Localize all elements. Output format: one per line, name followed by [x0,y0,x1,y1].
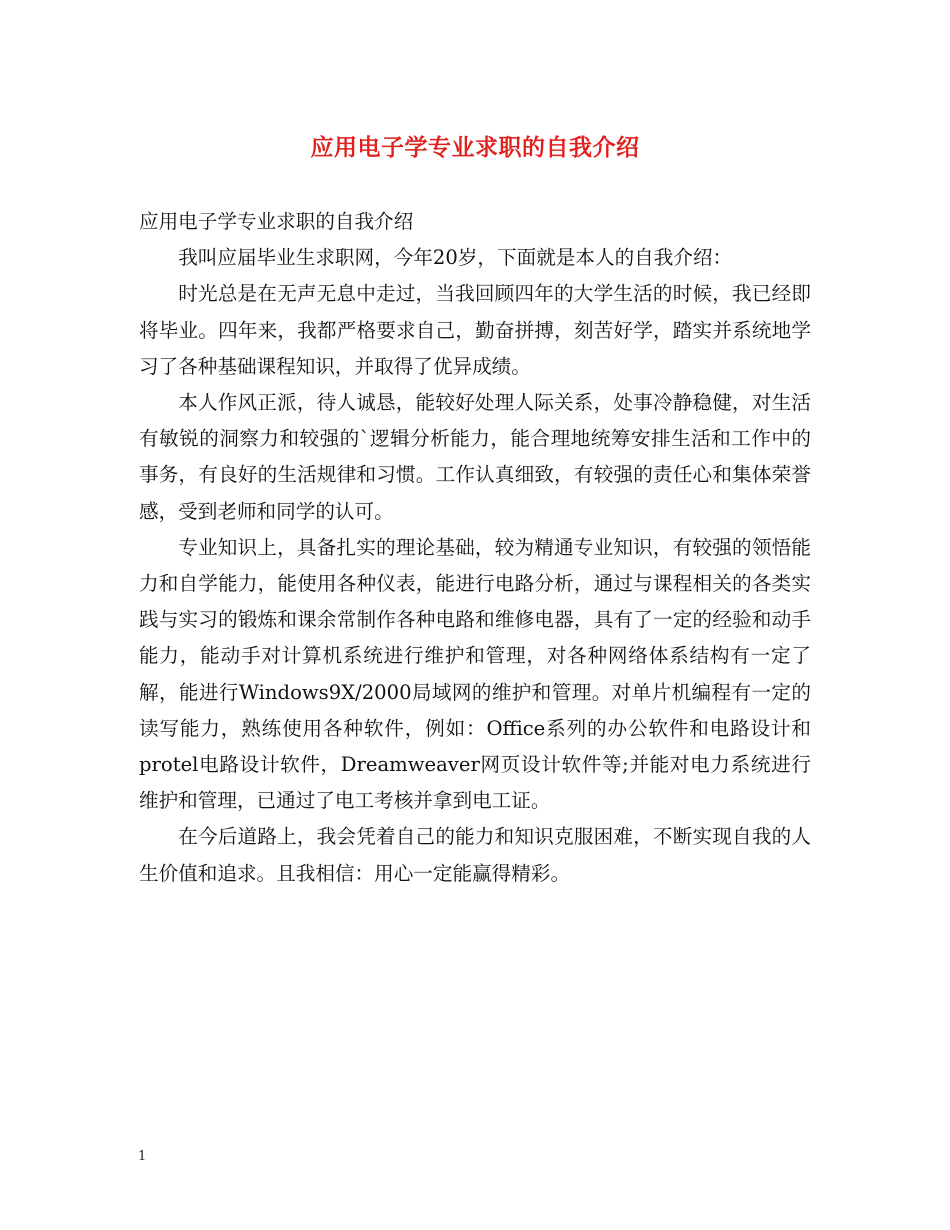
paragraph-skills: 专业知识上，具备扎实的理论基础，较为精通专业知识，有较强的领悟能力和自学能力，能使用各种仪表，能进行电路分析，通过与课程相关的各类实践与实习的锻炼和课余常制作各种电路和维修电器，具有了一定的经验和动手能力，能动手对计算机系统进行维护和管理，对各种网络体系结构有一定了解，能进行Windows9X/2000局域网的维护和管理。对单片机编程有一定的读写能力，熟练使用各种软件，例如：Office系列的办公软件和电路设计和protel电路设计软件，Dreamweaver网页设计软件等;并能对电力系统进行维护和管理，已通过了电工考核并拿到电工证。 [139,535,811,813]
document-body [139,204,811,892]
page-number: 1 [138,1149,147,1164]
document-title: 应用电子学专业求职的自我介绍 [310,135,640,161]
paragraph-intro: 我叫应届毕业生求职网，今年20岁，下面就是本人的自我介绍： [178,246,733,270]
paragraph-personality: 本人作风正派，待人诚恳，能较好处理人际关系，处事冷静稳健，对生活有敏锐的洞察力和较强的`逻辑分析能力，能合理地统筹安排生活和工作中的事务，有良好的生活规律和习惯。工作认真细致，有较强的责任心和集体荣誉感，受到老师和同学的认可。 [139,391,811,523]
paragraph-future: 在今后道路上，我会凭着自己的能力和知识克服困难，不断实现自我的人生价值和追求。且我相信：用心一定能赢得精彩。 [139,825,811,885]
body-heading: 应用电子学专业求职的自我介绍 [139,210,414,233]
paragraph-university: 时光总是在无声无息中走过，当我回顾四年的大学生活的时候，我已经即将毕业。四年来，我都严格要求自己，勤奋拼搏，刻苦好学，踏实并系统地学习了各种基础课程知识，并取得了优异成绩。 [139,282,811,378]
